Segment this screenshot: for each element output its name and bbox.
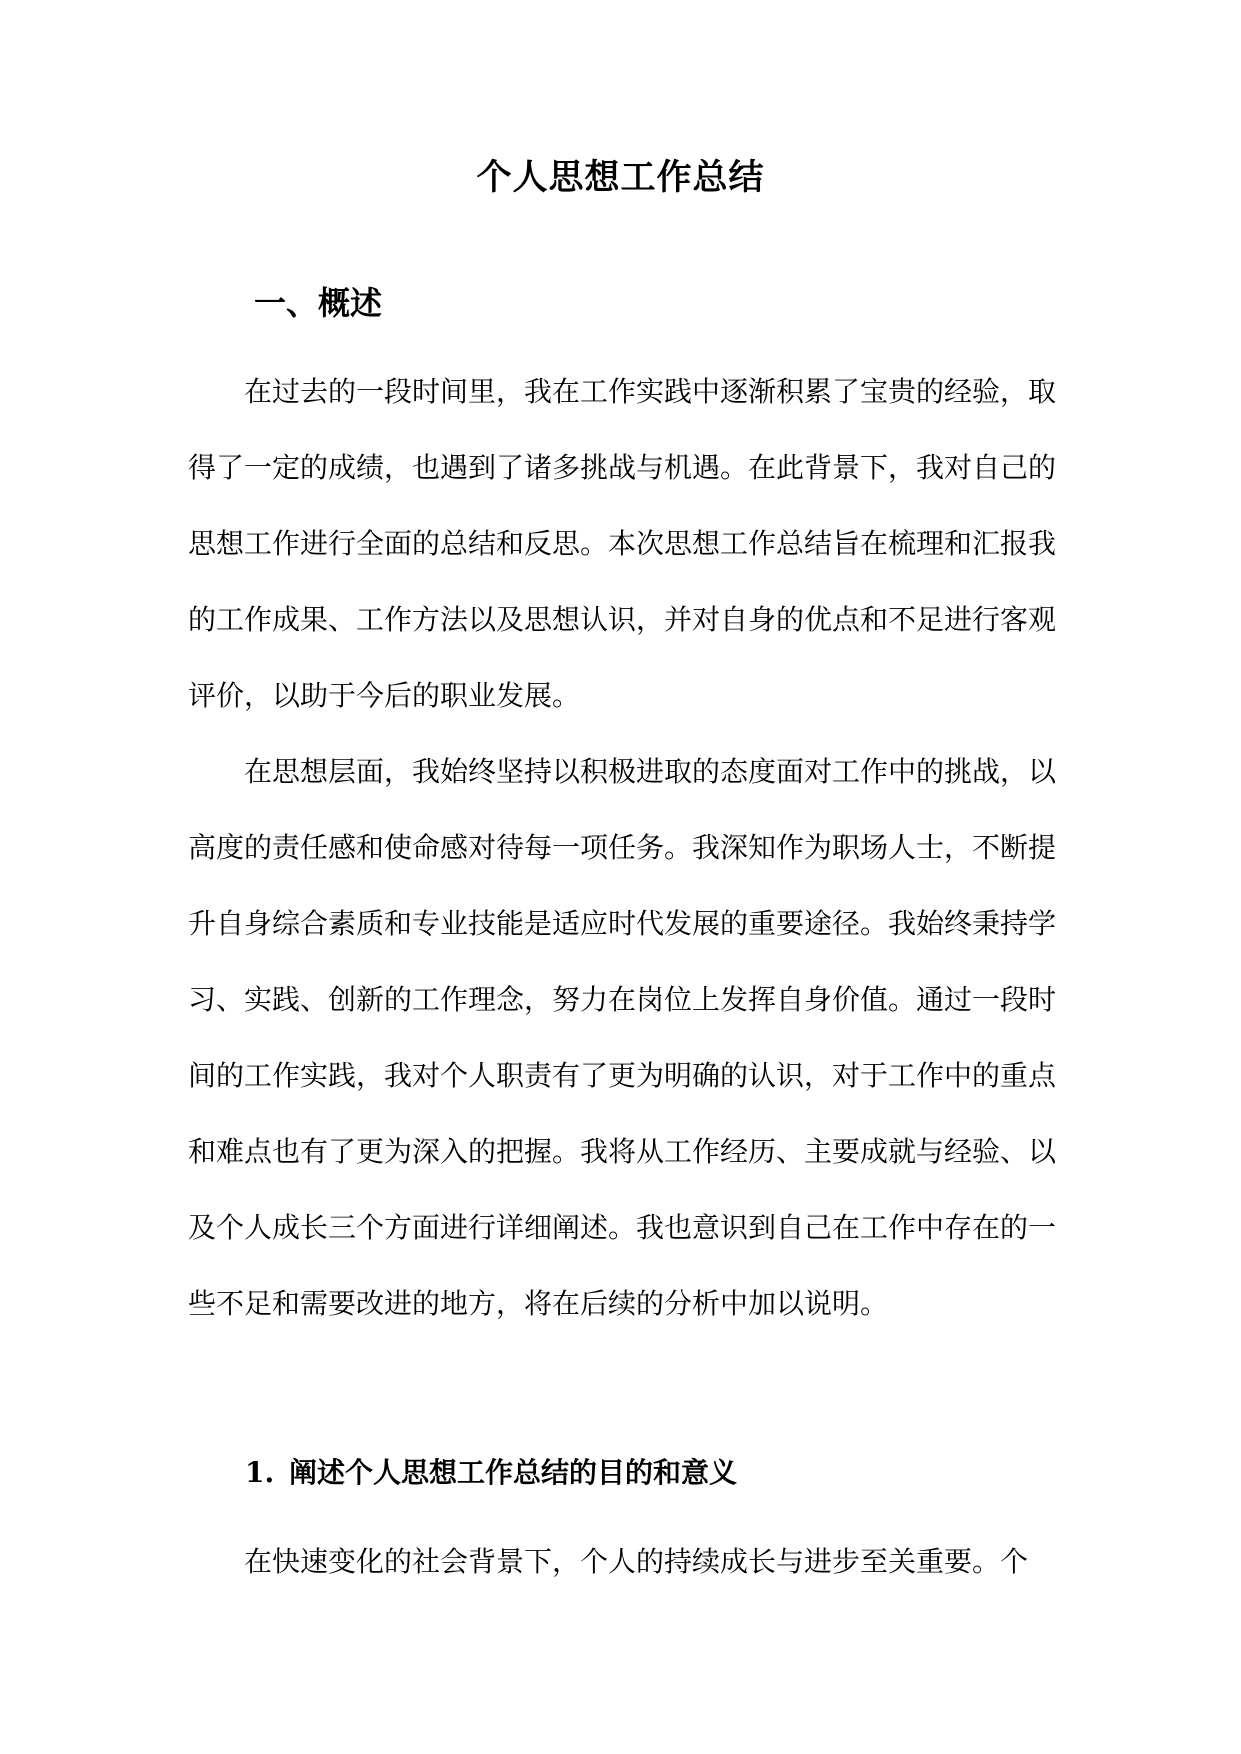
subsection-number: 1. <box>245 1456 275 1489</box>
document-title: 个人思想工作总结 <box>476 157 765 198</box>
paragraph-intro: 在过去的一段时间里，我在工作实践中逐渐积累了宝贵的经验，取得了一定的成绩，也遇到了诸多挑战与机遇。在此背景下，我对自己的思想工作进行全面的总结和反思。本次思想工作总结旨在梳理和汇报我的工作成果、工作方法以及思想认识，并对自身的优点和不足进行客观评价，以助于今后的职业发展。 <box>188 375 1057 712</box>
paragraph-thought: 在思想层面，我始终坚持以积极进取的态度面对工作中的挑战，以高度的责任感和使命感对待每一项任务。我深知作为职场人士，不断提升自身综合素质和专业技能是适应时代发展的重要途径。我始终秉持学习、实践、创新的工作理念，努力在岗位上发挥自身价值。通过一段时间的工作实践，我对个人职责有了更为明确的认识，对于工作中的重点和难点也有了更为深入的把握。我将从工作经历、主要成就与经验、以及个人成长三个方面进行详细阐述。我也意识到自己在工作中存在的一些不足和需要改进的地方，将在后续的分析中加以说明。 <box>188 755 1057 1320</box>
paragraph-purpose: 在快速变化的社会背景下，个人的持续成长与进步至关重要。个 <box>244 1545 1029 1578</box>
subsection-title: 阐述个人思想工作总结的目的和意义 <box>289 1456 738 1489</box>
subsection-heading <box>245 1448 737 1498</box>
section-heading-overview: 一、概述 <box>254 284 383 322</box>
